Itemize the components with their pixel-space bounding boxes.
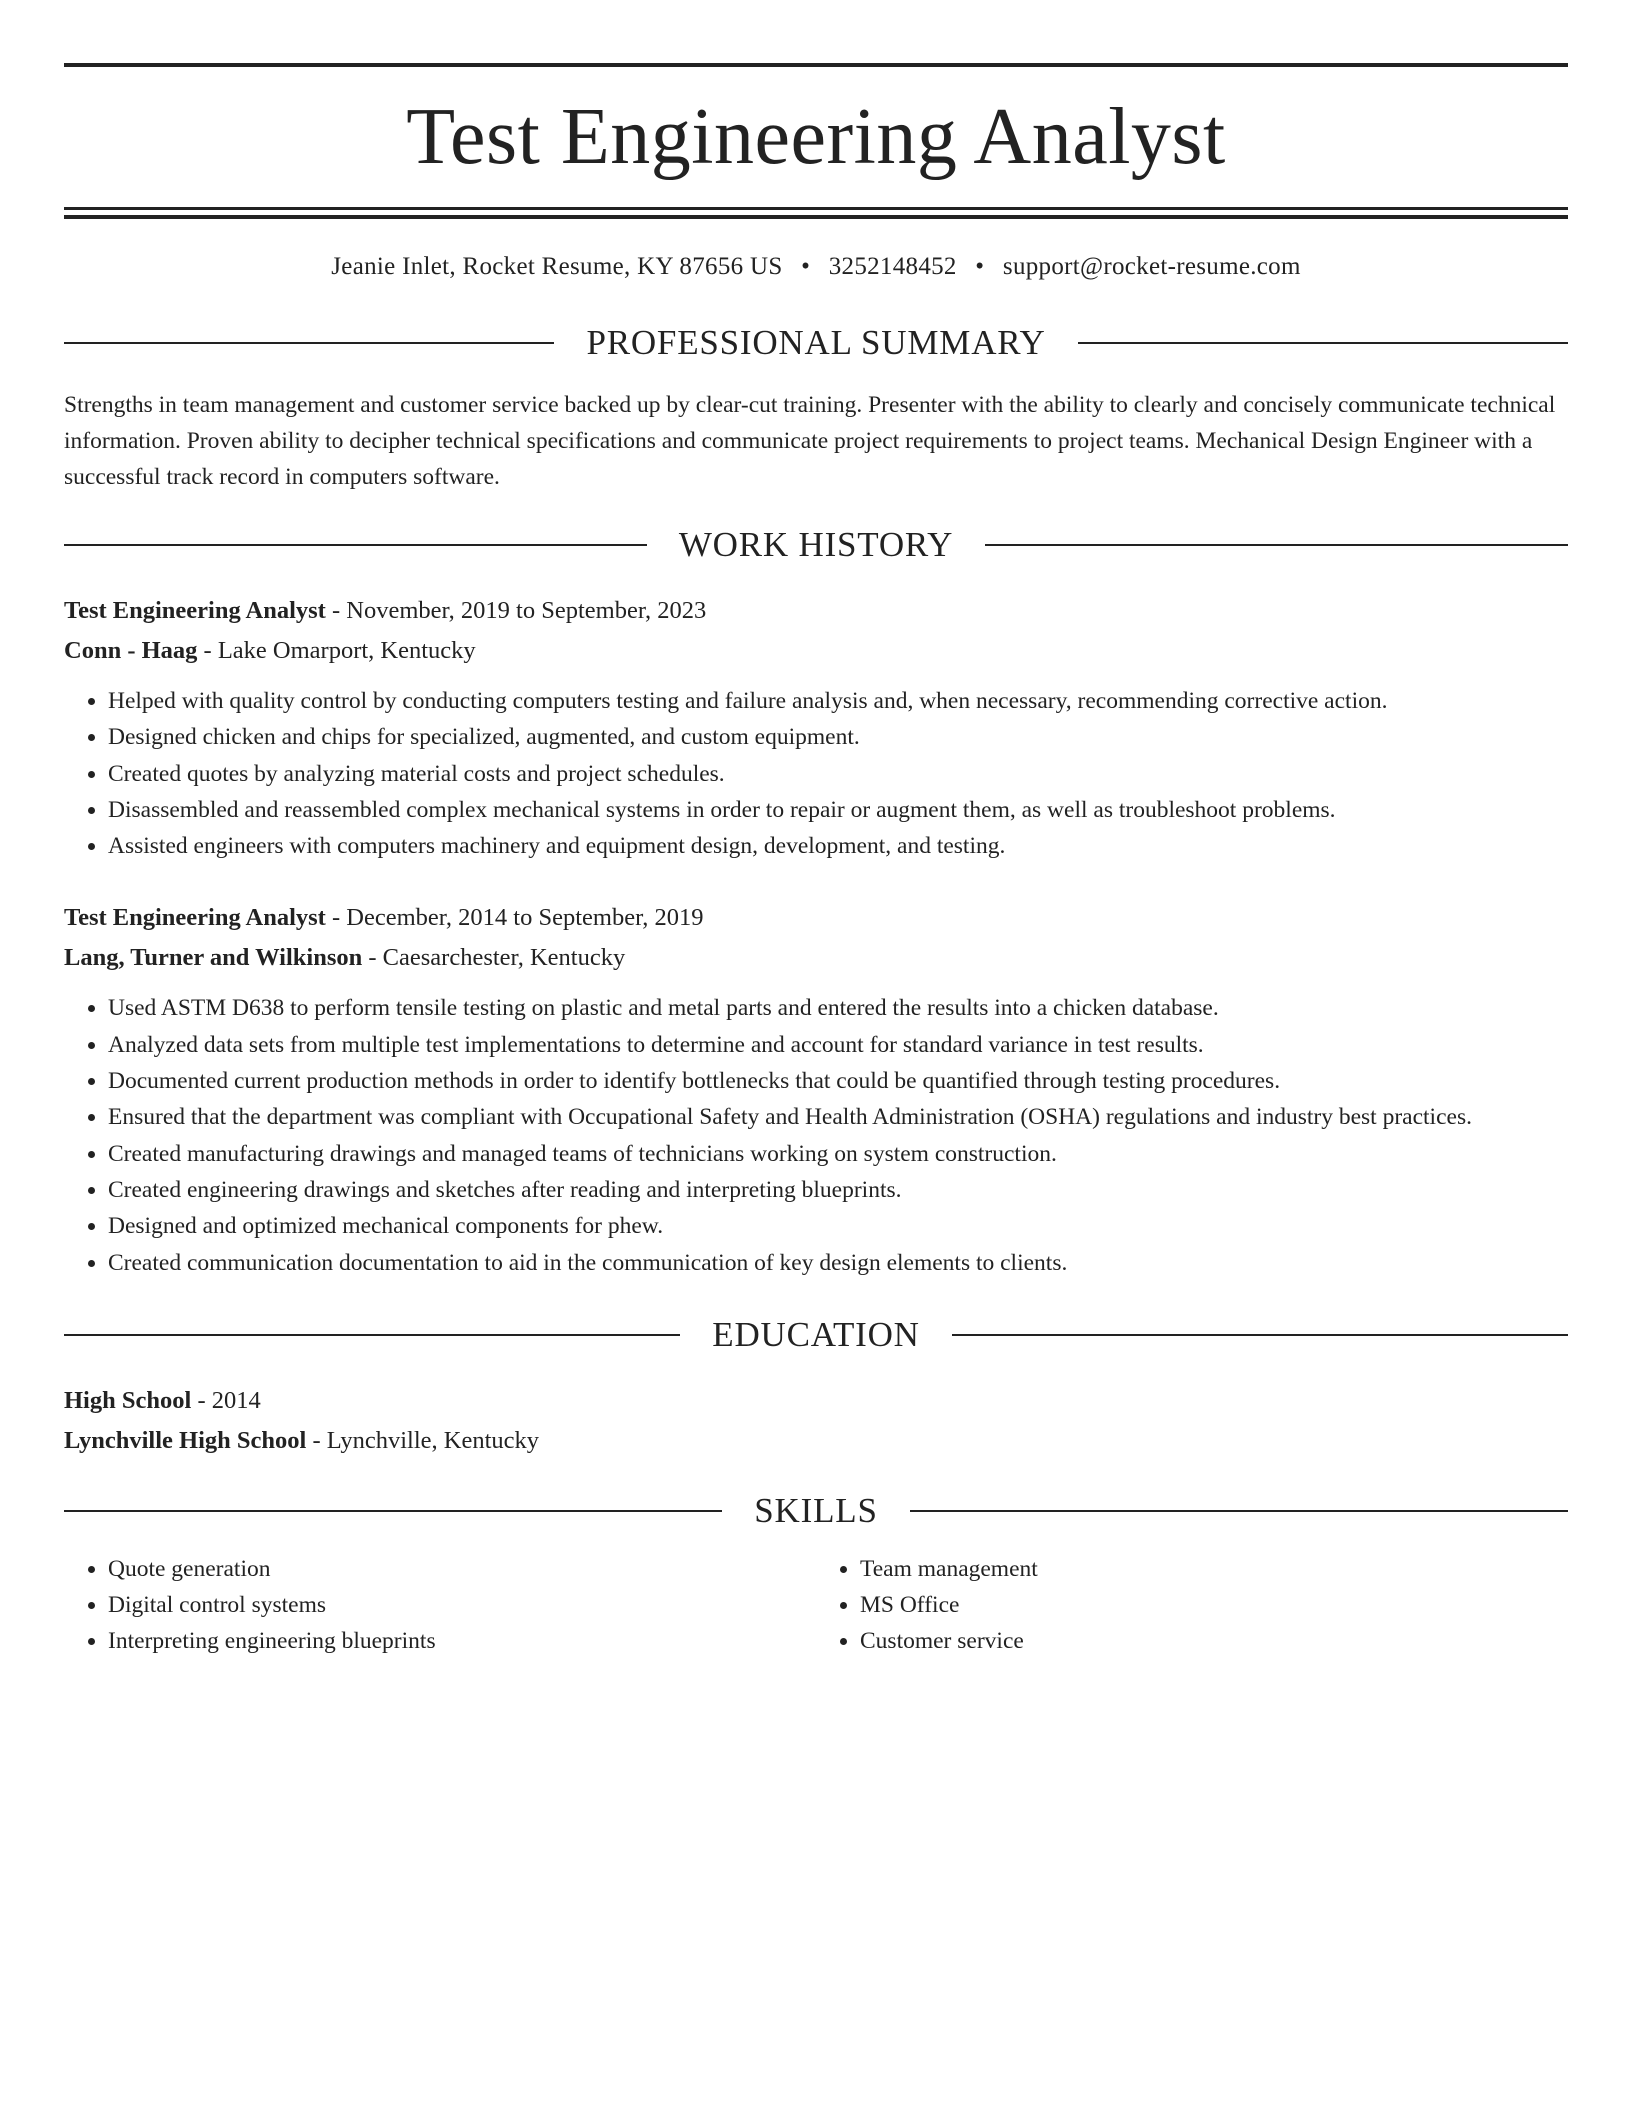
contact-line <box>64 253 1568 281</box>
list-item: • Created communication documentation to aid in the communication of key design elements to clients. <box>108 1245 1568 1281</box>
divider <box>952 1334 1568 1336</box>
job-dates: - November, 2019 to September, 2023 <box>325 597 707 624</box>
divider <box>910 1510 1568 1512</box>
separator: • <box>975 253 985 280</box>
summary-text: Strengths in team management and customer service backed up by clear-cut training. Presenter with the ability to clearly and concisely communicate technical information. Proven ability to decipher technical specifications and communicate project requirements to project teams. Mechanical Design Engineer with a successful track record in computers software. <box>64 392 1556 490</box>
job-company-line <box>64 631 1568 671</box>
divider <box>64 1510 722 1512</box>
list-item: • Created engineering drawings and sketches after reading and interpreting blueprints. <box>108 1172 1568 1208</box>
list-item: • Helped with quality control by conducting computers testing and failure analysis and, when necessary, recommending corrective action. <box>108 683 1568 719</box>
resume-page <box>64 0 1568 1659</box>
skill-item: • MS Office <box>860 1587 1568 1623</box>
job-title: Test Engineering Analyst <box>64 904 326 932</box>
email: support@rocket-resume.com <box>1002 253 1301 280</box>
list-item: • Created manufacturing drawings and managed teams of technicians working on system construction. <box>108 1136 1568 1172</box>
summary-heading <box>64 323 1568 363</box>
skill-item: • Customer service <box>860 1623 1568 1659</box>
school-location: - Lynchville, Kentucky <box>306 1426 540 1454</box>
address: Jeanie Inlet, Rocket Resume, KY 87656 US <box>331 253 783 280</box>
section-title: PROFESSIONAL SUMMARY <box>586 323 1046 362</box>
list-item: • Created quotes by analyzing material costs and project schedules. <box>108 756 1568 792</box>
divider <box>64 544 647 546</box>
company-location: - Caesarchester, Kentucky <box>362 944 626 972</box>
separator: • <box>801 253 811 280</box>
list-item: • Analyzed data sets from multiple test implementations to determine and account for standard variance in test results. <box>108 1027 1568 1063</box>
list-item: • Ensured that the department was compliant with Occupational Safety and Health Administration (OSHA) regulations and industry best practices. <box>108 1099 1568 1135</box>
divider <box>1078 342 1568 344</box>
job-dates: - December, 2014 to September, 2019 <box>325 904 704 932</box>
list-item: • Designed and optimized mechanical components for phew. <box>108 1208 1568 1244</box>
section-title: WORK HISTORY <box>678 525 954 564</box>
skills-list <box>64 1551 1568 1659</box>
school-line <box>64 1421 1568 1461</box>
resume-title: Test Engineering Analyst <box>406 93 1226 181</box>
job-title: Test Engineering Analyst <box>64 597 326 624</box>
divider <box>985 544 1568 546</box>
skills-column-left <box>64 1551 816 1659</box>
divider <box>64 1334 680 1336</box>
title-rule-bottom <box>64 207 1568 219</box>
list-item: • Assisted engineers with computers machinery and equipment design, development, and testing. <box>108 828 1568 864</box>
company-name: Conn - Haag <box>64 637 198 664</box>
education-heading <box>64 1315 1568 1355</box>
job-entry <box>64 591 1568 864</box>
school-name: Lynchville High School <box>64 1426 307 1454</box>
degree-line <box>64 1381 1568 1421</box>
list-item: • Used ASTM D638 to perform tensile testing on plastic and metal parts and entered the results into a chicken database. <box>108 990 1568 1026</box>
phone: 3252148452 <box>828 253 957 280</box>
company-location: - Lake Omarport, Kentucky <box>197 637 476 664</box>
company-name: Lang, Turner and Wilkinson <box>64 944 363 972</box>
title-rule-top <box>64 63 1568 67</box>
skill-item: • Team management <box>860 1551 1568 1587</box>
job-company-line <box>64 938 1568 978</box>
job-entry <box>64 898 1568 1280</box>
skills-column-right <box>816 1551 1568 1659</box>
graduation-year: - 2014 <box>191 1386 261 1414</box>
skill-item: • Quote generation <box>108 1551 816 1587</box>
skill-item: • Interpreting engineering blueprints <box>108 1623 816 1659</box>
job-duties <box>64 683 1568 864</box>
job-title-line <box>64 591 1568 631</box>
divider <box>64 342 554 344</box>
section-title: SKILLS <box>754 1490 878 1530</box>
degree: High School <box>64 1386 192 1414</box>
section-title: EDUCATION <box>712 1314 920 1354</box>
education-entry <box>64 1381 1568 1461</box>
skills-heading <box>64 1491 1568 1531</box>
job-duties <box>64 990 1568 1280</box>
list-item: • Disassembled and reassembled complex mechanical systems in order to repair or augment them, as well as troubleshoot problems. <box>108 792 1568 828</box>
list-item: • Documented current production methods in order to identify bottlenecks that could be quantified through testing procedures. <box>108 1063 1568 1099</box>
skill-item: • Digital control systems <box>108 1587 816 1623</box>
work-history-heading <box>64 525 1568 565</box>
list-item: • Designed chicken and chips for specialized, augmented, and custom equipment. <box>108 719 1568 755</box>
job-title-line <box>64 898 1568 938</box>
